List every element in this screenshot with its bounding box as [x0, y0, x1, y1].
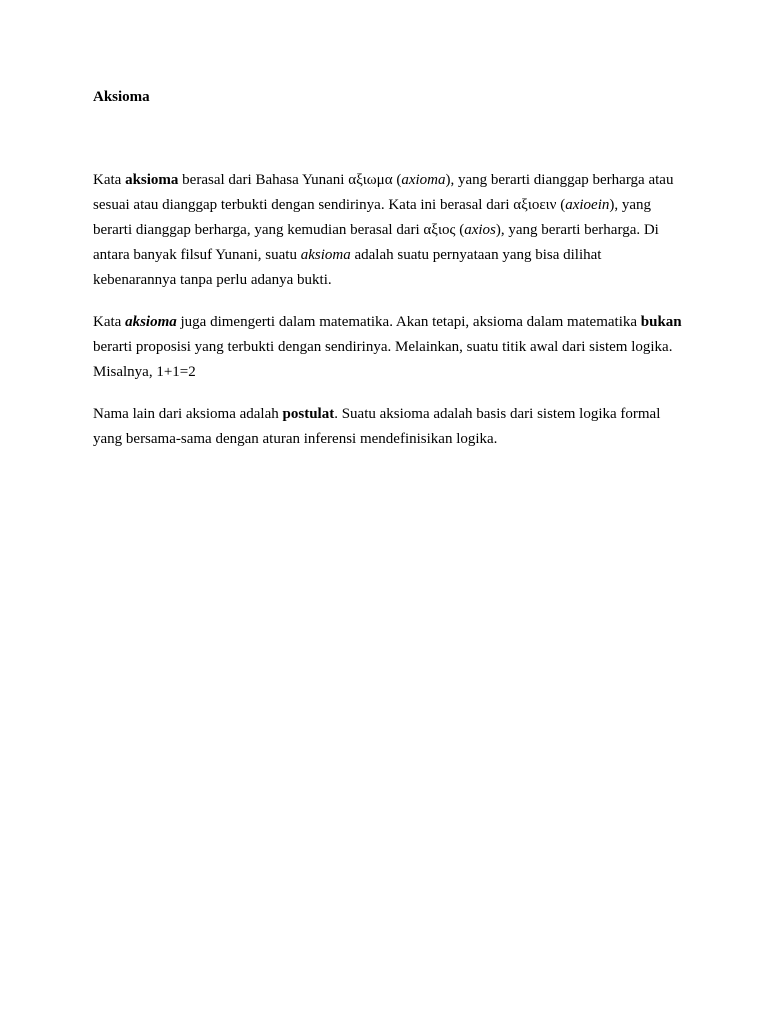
text-run: ), yang berarti dianggap berharga, yang kemudian berasal dari αξιος ( [93, 197, 652, 238]
paragraph-etymology [93, 168, 683, 293]
text-run: Nama lain dari aksioma adalah [93, 406, 283, 422]
bold-term-aksioma: aksioma [125, 172, 179, 188]
bold-term-bukan: bukan [640, 314, 682, 330]
text-run: ), yang berarti dianggap berharga atau sesuai atau dianggap terbukti dengan sendirinya. Kata ini berasal dari αξιοειν ( [93, 172, 674, 213]
document-title: Aksioma [93, 89, 150, 105]
italic-term-axios: axios [464, 222, 496, 238]
italic-term-axioma: axioma [401, 172, 446, 188]
paragraph-postulate [93, 402, 683, 452]
text-run: Kata [93, 172, 126, 188]
text-run: Kata [93, 314, 126, 330]
text-run: berarti proposisi yang terbukti dengan sendirinya. Melainkan, suatu titik awal dari sistem logika. Misalnya, 1+1=2 [93, 339, 673, 380]
bold-term-postulat: postulat [282, 406, 335, 422]
text-run: juga dimengerti dalam matematika. Akan tetapi, aksioma dalam matematika [176, 314, 641, 330]
bold-italic-text: aksioma [125, 314, 177, 330]
text-run: ), yang berarti berharga. Di antara banyak filsuf Yunani, suatu [93, 222, 659, 263]
italic-term-axioein: axioein [565, 197, 610, 213]
document-body [93, 168, 683, 469]
text-run: . Suatu aksioma adalah basis dari sistem logika formal yang bersama-sama dengan aturan inferensi mendefinisikan logika. [93, 406, 661, 447]
paragraph-mathematics [93, 310, 683, 385]
bold-italic-term-aksioma [125, 314, 177, 330]
italic-term-aksioma: aksioma [300, 247, 351, 263]
text-run: adalah suatu pernyataan yang bisa dilihat kebenarannya tanpa perlu adanya bukti. [93, 247, 602, 288]
text-run: berasal dari Bahasa Yunani αξιωμα ( [178, 172, 402, 188]
